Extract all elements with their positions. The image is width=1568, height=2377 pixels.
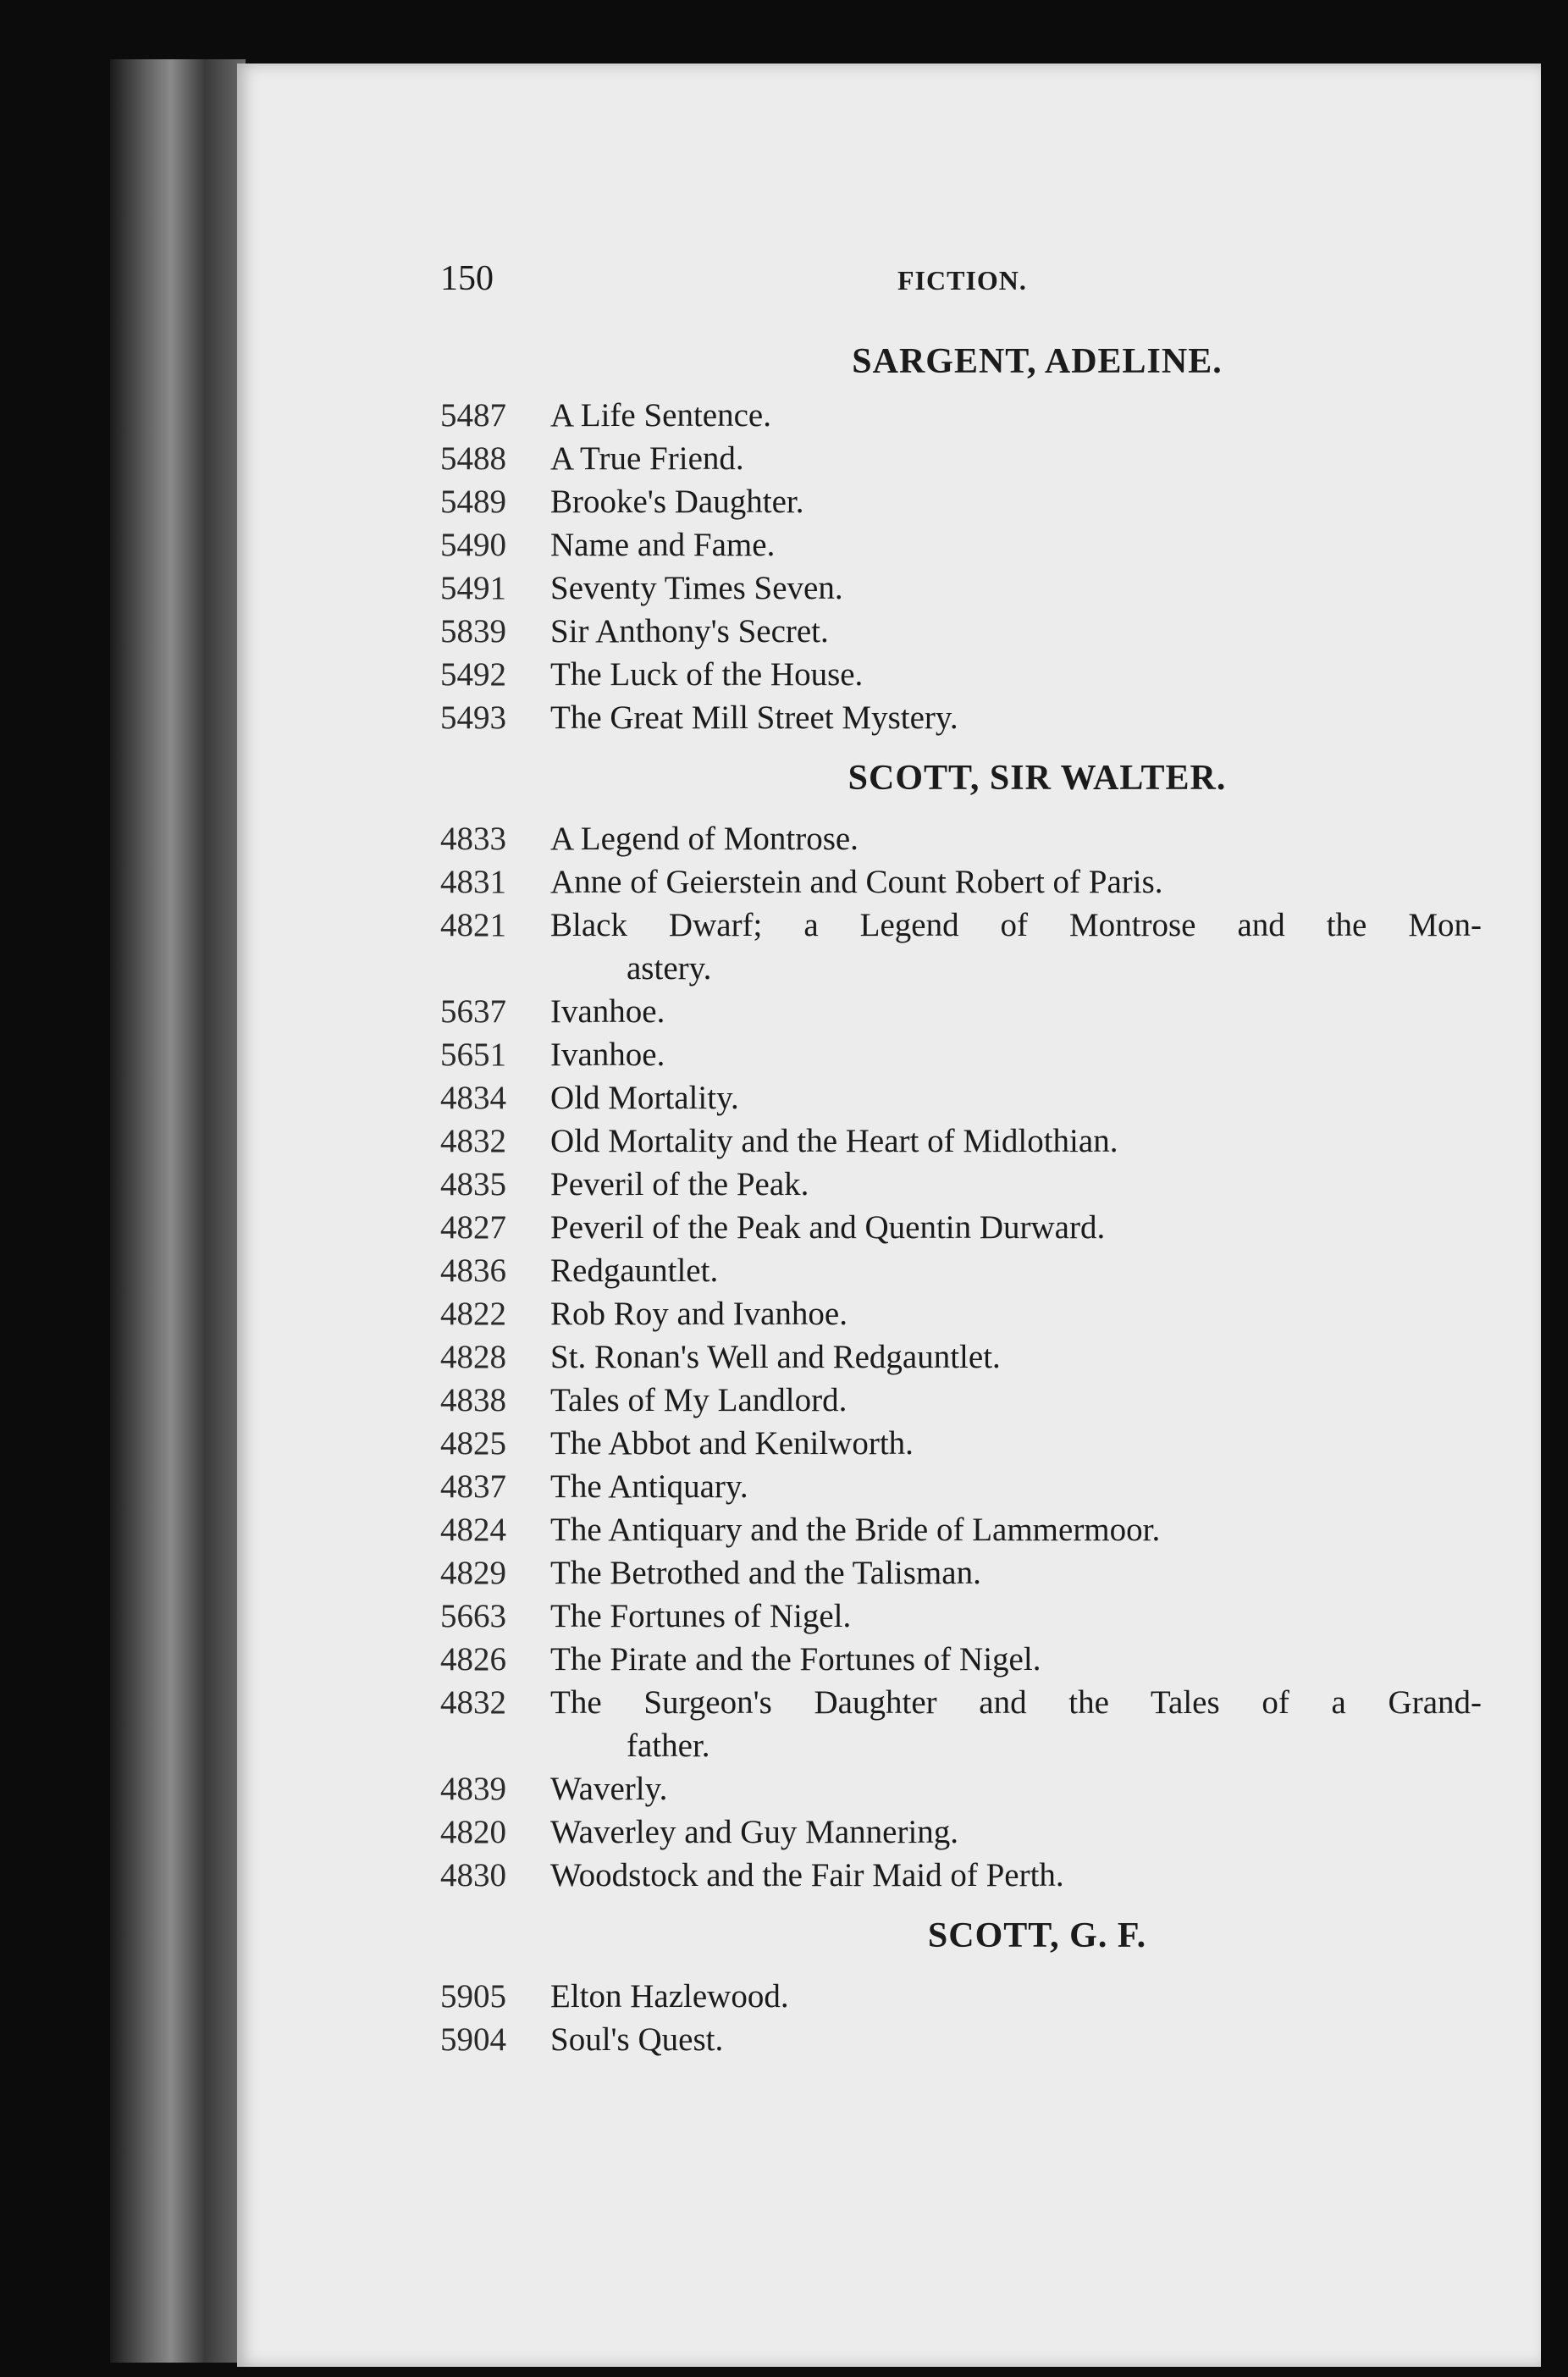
book-title-continuation: father. — [627, 1727, 710, 1764]
call-number: 4824 — [440, 1512, 506, 1548]
call-number: 5839 — [440, 613, 506, 650]
book-title: The Antiquary. — [550, 1468, 748, 1505]
book-title: Brooke's Daughter. — [550, 484, 804, 520]
catalog-entry — [440, 480, 1482, 523]
book-title: Woodstock and the Fair Maid of Perth. — [550, 1857, 1064, 1893]
catalog-entry — [440, 1681, 1482, 1767]
book-spine-edge — [110, 59, 246, 2363]
call-number: 4839 — [440, 1771, 506, 1807]
book-title: The Pirate and the Fortunes of Nigel. — [550, 1641, 1041, 1678]
book-title: A True Friend. — [550, 440, 744, 477]
catalog-entry — [440, 567, 1482, 610]
call-number: 4838 — [440, 1382, 506, 1418]
author-heading: SCOTT, SIR WALTER. — [847, 759, 1227, 798]
catalog-entry — [440, 610, 1482, 653]
book-title: Elton Hazlewood. — [550, 1978, 789, 2015]
catalog-entry — [440, 1854, 1482, 1897]
call-number: 4825 — [440, 1425, 506, 1462]
book-title: Name and Fame. — [550, 527, 776, 563]
book-title: Ivanhoe. — [550, 1036, 665, 1073]
call-number: 4826 — [440, 1641, 506, 1678]
call-number: 5637 — [440, 993, 506, 1030]
catalog-entry — [440, 1975, 1482, 2018]
catalog-entry — [440, 523, 1482, 567]
author-heading: SARGENT, ADELINE. — [852, 342, 1223, 381]
book-title: Ivanhoe. — [550, 993, 665, 1030]
catalog-entry — [440, 1119, 1482, 1163]
call-number: 5904 — [440, 2021, 506, 2058]
catalog-entry — [440, 904, 1482, 990]
call-number: 5488 — [440, 440, 506, 477]
catalog-entry — [440, 1206, 1482, 1249]
call-number: 5490 — [440, 527, 506, 563]
call-number: 5491 — [440, 570, 506, 606]
book-title — [550, 1681, 1482, 1767]
book-title-line: Black Dwarf; a Legend of Montrose and the Mon- — [550, 907, 1482, 943]
book-title: A Life Sentence. — [550, 397, 771, 434]
call-number: 5905 — [440, 1978, 506, 2015]
author-heading: SCOTT, G. F. — [927, 1916, 1147, 1955]
catalog-entry — [440, 1810, 1482, 1854]
call-number: 4833 — [440, 821, 506, 857]
running-head: FICTION. — [897, 265, 1027, 296]
catalog-entry — [440, 1033, 1482, 1076]
call-number: 5487 — [440, 397, 506, 434]
page-number: 150 — [440, 259, 494, 298]
catalog-entry — [440, 696, 1482, 739]
book-title: Seventy Times Seven. — [550, 570, 843, 606]
book-title: Peveril of the Peak and Quentin Durward. — [550, 1209, 1106, 1246]
catalog-entry — [440, 1508, 1482, 1551]
catalog-entry — [440, 1249, 1482, 1292]
book-title-continuation: astery. — [627, 950, 712, 987]
book-title: Old Mortality and the Heart of Midlothian. — [550, 1123, 1118, 1159]
call-number: 4831 — [440, 864, 506, 900]
book-title: St. Ronan's Well and Redgauntlet. — [550, 1339, 1001, 1375]
book-title: The Great Mill Street Mystery. — [550, 699, 958, 736]
call-number: 4828 — [440, 1339, 506, 1375]
catalog-entry — [440, 1335, 1482, 1379]
call-number: 4822 — [440, 1296, 506, 1332]
catalog-entry — [440, 990, 1482, 1033]
call-number: 4837 — [440, 1468, 506, 1505]
book-page — [237, 64, 1541, 2367]
call-number: 4836 — [440, 1252, 506, 1289]
call-number: 4832 — [440, 1123, 506, 1159]
book-title: Anne of Geierstein and Count Robert of Paris. — [550, 864, 1163, 900]
book-title: Sir Anthony's Secret. — [550, 613, 829, 650]
catalog-entry — [440, 653, 1482, 696]
call-number: 4835 — [440, 1166, 506, 1202]
book-title: Soul's Quest. — [550, 2021, 724, 2058]
catalog-entry — [440, 1379, 1482, 1422]
call-number: 5489 — [440, 484, 506, 520]
book-title: The Betrothed and the Talisman. — [550, 1555, 981, 1591]
book-title: Waverly. — [550, 1771, 668, 1807]
catalog-entry — [440, 2018, 1482, 2061]
book-title: A Legend of Montrose. — [550, 821, 859, 857]
call-number: 4827 — [440, 1209, 506, 1246]
catalog-entry — [440, 1767, 1482, 1810]
book-title: Old Mortality. — [550, 1080, 739, 1116]
call-number: 4821 — [440, 907, 506, 943]
catalog-sections — [440, 341, 1482, 2061]
book-title: The Fortunes of Nigel. — [550, 1598, 852, 1634]
book-title: The Antiquary and the Bride of Lammermoor. — [550, 1512, 1161, 1548]
catalog-entry — [440, 1292, 1482, 1335]
catalog-entry — [440, 394, 1482, 437]
catalog-entry — [440, 1422, 1482, 1465]
catalog-entry — [440, 817, 1482, 860]
catalog-entry — [440, 1163, 1482, 1206]
catalog-entry — [440, 437, 1482, 480]
book-title: Tales of My Landlord. — [550, 1382, 847, 1418]
call-number: 4829 — [440, 1555, 506, 1591]
call-number: 5651 — [440, 1036, 506, 1073]
catalog-entry — [440, 860, 1482, 904]
call-number: 5492 — [440, 656, 506, 693]
catalog-entry — [440, 1551, 1482, 1595]
catalog-entry — [440, 1465, 1482, 1508]
catalog-entry — [440, 1076, 1482, 1119]
call-number: 4820 — [440, 1814, 506, 1850]
book-title: The Abbot and Kenilworth. — [550, 1425, 914, 1462]
book-title-line: The Surgeon's Daughter and the Tales of a Grand- — [550, 1684, 1482, 1721]
call-number: 4832 — [440, 1684, 506, 1721]
call-number: 4830 — [440, 1857, 506, 1893]
catalog-entry — [440, 1638, 1482, 1681]
book-title: Waverley and Guy Mannering. — [550, 1814, 959, 1850]
book-title — [550, 904, 1482, 990]
call-number: 5663 — [440, 1598, 506, 1634]
book-title: Rob Roy and Ivanhoe. — [550, 1296, 847, 1332]
catalog-entry — [440, 1595, 1482, 1638]
book-title: Peveril of the Peak. — [550, 1166, 809, 1202]
call-number: 5493 — [440, 699, 506, 736]
book-title: The Luck of the House. — [550, 656, 864, 693]
page-content — [440, 258, 1482, 2061]
page-header — [440, 258, 1482, 318]
book-title: Redgauntlet. — [550, 1252, 719, 1289]
call-number: 4834 — [440, 1080, 506, 1116]
